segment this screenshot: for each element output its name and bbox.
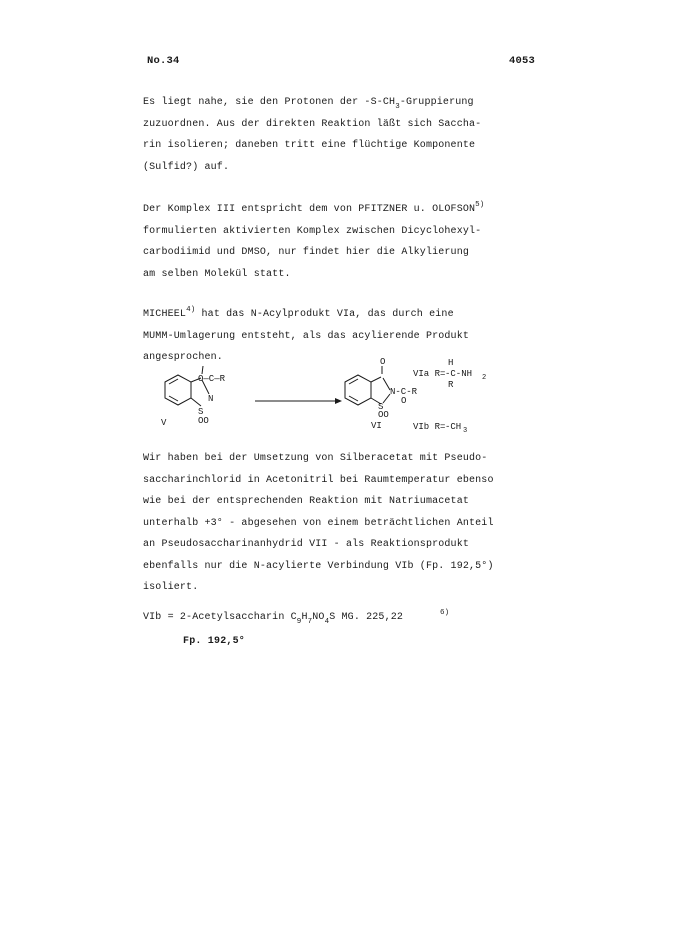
paragraph-2-line-4: am selben Molekül statt. (143, 268, 291, 280)
paragraph-4-line-1: Wir haben bei der Umsetzung von Silberacetat mit Pseudo- (143, 453, 488, 464)
melting-point: Fp. 192,5° (183, 636, 246, 647)
vib-group: -CH (445, 422, 462, 432)
compound-v-label: V (161, 418, 167, 428)
compound-vi-carbonyl-o: O (380, 357, 386, 367)
compound-vi-s: S (378, 402, 384, 412)
reaction-arrow-head (335, 398, 342, 404)
compound-vi-structure (345, 366, 390, 405)
via-group: -C-NH (445, 369, 473, 379)
paragraph-2-line-2: formulierten aktivierten Komplex zwischen Dicyclohexyl- (143, 225, 482, 237)
via-h: H (448, 358, 454, 368)
compound-vi-label: VI (371, 421, 382, 431)
paragraph-2-line-1: Der Komplex III entspricht dem von PFITZNER u. OLOFSON$^{5)}$ (143, 200, 485, 215)
journal-issue-number: No.34 (147, 55, 180, 67)
paragraph-3-line-3: angesprochen. (143, 352, 223, 363)
via-r: R (448, 380, 454, 390)
paragraph-1-line-2: zuzuordnen. Aus der direkten Reaktion läßt sich Saccha- (143, 118, 482, 130)
paragraph-1-line-4: (Sulfid?) auf. (143, 161, 230, 173)
paragraph-3-line-2: MUMM-Umlagerung entsteht, als das acylierende Produkt (143, 330, 470, 342)
compound-v-structure (165, 366, 209, 406)
paragraph-1-line-3: rin isolieren; daneben tritt eine flüchtige Komponente (143, 140, 476, 151)
paragraph-4-line-2: saccharinchlorid in Acetonitril bei Raumtemperatur ebenso (143, 474, 494, 486)
compound-vi-n-acyl: N-C-R (390, 387, 418, 397)
formula-reference: 6) (439, 608, 450, 617)
compound-v-n: N (208, 394, 214, 404)
compound-vi-acyl-o: O (401, 396, 407, 406)
reaction-scheme (145, 350, 545, 450)
paragraph-2-line-3: carbodiimid und DMSO, nur findet hier die Alkylierung (143, 247, 470, 258)
paragraph-4-line-4: unterhalb +3° - abgesehen von einem beträchtlichen Anteil (143, 517, 494, 529)
page-number: 4053 (509, 55, 536, 67)
compound-v-o-group: O—C—R (198, 374, 226, 384)
paragraph-1 (143, 92, 543, 178)
paragraph-4-line-6: ebenfalls nur die N-acylierte Verbindung VIb (Fp. 192,5°) (143, 560, 494, 572)
paragraph-4-line-7: isoliert. (143, 582, 199, 593)
compound-v-s: S (198, 407, 204, 417)
paragraph-3-line-1: MICHEEL$^{4)}$ hat das N-Acylprodukt VIa, das durch eine (143, 305, 454, 320)
vib-label: VIb R= (413, 422, 446, 432)
paragraph-4-line-3: wie bei der entsprechenden Reaktion mit Natriumacetat (143, 496, 470, 507)
compound-v-so2: OO (198, 416, 209, 426)
paragraph-2 (143, 199, 543, 285)
paragraph-4 (143, 448, 543, 599)
via-subscript: 2 (482, 374, 487, 382)
via-label: VIa R= (413, 369, 446, 379)
compound-formula-line: VIb = 2-Acetylsaccharin $C_9H_7NO_4S$ MG. 225,22 $^{6)}$ (143, 608, 450, 626)
compound-vi-so2: OO (378, 410, 389, 420)
vib-subscript: 3 (463, 427, 468, 435)
paragraph-4-line-5: an Pseudosaccharinanhydrid VII - als Reaktionsprodukt (143, 539, 470, 550)
paragraph-1-line-1: Es liegt nahe, sie den Protonen der $-S-CH_3$-Gruppierung (143, 97, 474, 111)
